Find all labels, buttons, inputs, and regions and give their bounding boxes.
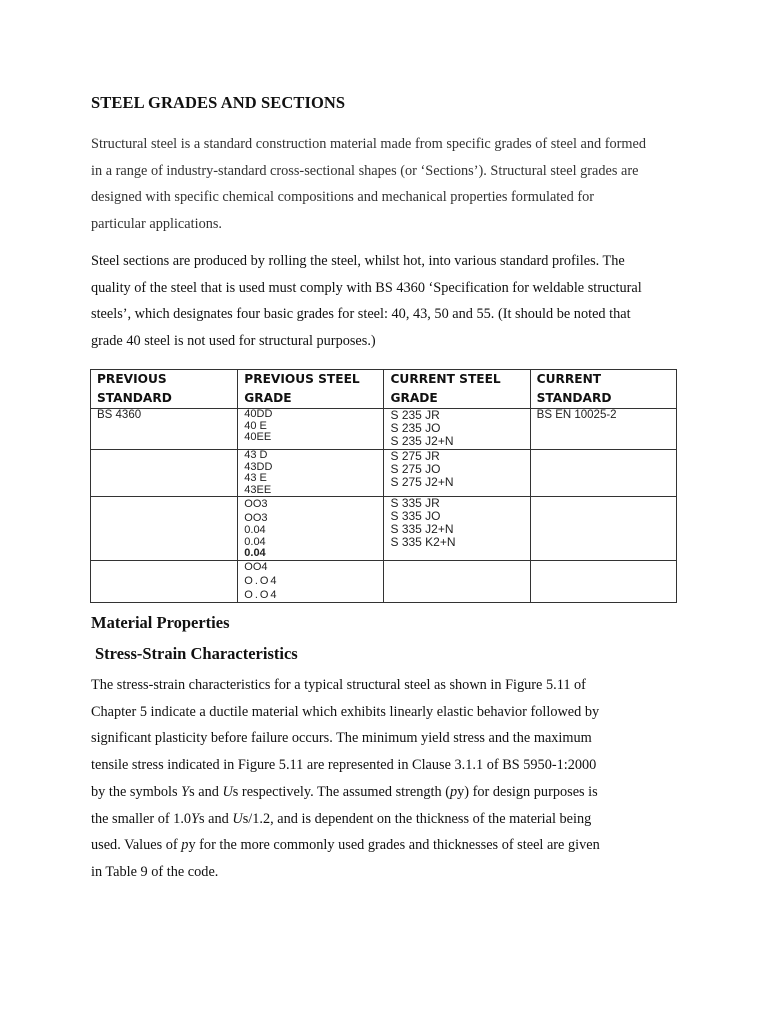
current-standard-cell (530, 409, 676, 450)
cell-value: 43DD (244, 460, 273, 473)
cell-value: 43EE (244, 483, 272, 496)
text-line (91, 832, 600, 859)
text-line: significant plasticity before failure occurs. The minimum yield stress and the maximum (91, 730, 592, 747)
cell-value: O.O4 (244, 588, 279, 601)
cell-value: OO3 (244, 512, 268, 524)
cell-value: BS EN 10025-2 (536, 409, 617, 421)
header-current-steel-grade (384, 370, 530, 409)
previous-standard-cell (91, 560, 238, 602)
current-standard-cell (530, 560, 676, 602)
intro-paragraph (91, 131, 646, 238)
symbol-py: p (181, 837, 189, 854)
header-previous-standard (91, 370, 238, 409)
cell-value: 0.04 (244, 524, 266, 536)
table-row (91, 450, 677, 497)
cell-value: OO3 (244, 498, 268, 510)
previous-grade-cell (238, 450, 384, 497)
cell-value: 43 D (244, 449, 268, 461)
section-heading-stress-strain: Stress-Strain Characteristics (95, 644, 298, 663)
text-run: s and (199, 810, 233, 827)
text-line: quality of the steel that is used must comply with BS 4360 ‘Specification for weldable structural (91, 279, 642, 296)
cell-value: S 275 J2+N (390, 475, 454, 489)
table-row (91, 560, 677, 602)
header-line: STANDARD (97, 391, 172, 405)
table-row (91, 497, 677, 561)
text-run: the smaller of 1.0 (91, 810, 192, 827)
cell-value: 0.04 (244, 547, 266, 560)
cell-value: S 335 K2+N (390, 535, 456, 549)
text-run: s/1.2, and is dependent on the thickness of the material being (242, 810, 592, 827)
cell-value: O.O4 (244, 574, 279, 587)
text-line: designed with specific chemical compositions and mechanical properties formulated for (91, 189, 595, 206)
header-line: GRADE (244, 391, 292, 405)
stress-strain-paragraph (91, 672, 600, 886)
cell-value: S 275 JO (390, 462, 441, 476)
current-grade-cell (384, 560, 530, 602)
text-run: s and (189, 783, 223, 800)
symbol-ys: Y (181, 783, 190, 800)
text-run: by the symbols (91, 783, 182, 800)
text-line: particular applications. (91, 216, 223, 233)
cell-value: 40 E (244, 419, 267, 432)
text-line: Steel sections are produced by rolling the steel, whilst hot, into various standard profiles. The (91, 253, 625, 269)
previous-grade-cell (238, 409, 384, 450)
text-line: steels’, which designates four basic grades for steel: 40, 43, 50 and 55. (It should be noted that (91, 306, 631, 323)
previous-standard-cell (91, 409, 238, 450)
section-heading-material-properties: Material Properties (91, 613, 230, 632)
current-standard-cell (530, 497, 676, 561)
previous-grade-cell (238, 560, 384, 602)
text-line: grade 40 steel is not used for structural purposes.) (91, 333, 376, 350)
table-row (91, 409, 677, 450)
cell-value: 40EE (244, 431, 272, 443)
header-line: CURRENT STEEL (390, 372, 501, 386)
current-grade-cell (384, 497, 530, 561)
text-line: in Table 9 of the code. (91, 863, 219, 880)
text-line: Structural steel is a standard construction material made from specific grades of steel and formed (91, 136, 646, 152)
current-grade-cell (384, 450, 530, 497)
current-grade-cell (384, 409, 530, 450)
cell-value: BS 4360 (97, 409, 142, 421)
cell-value: S 235 JO (390, 421, 441, 435)
header-current-standard (530, 370, 676, 409)
text-run: y for the more commonly used grades and thicknesses of steel are given (188, 837, 600, 854)
cell-value: 43 E (244, 472, 267, 484)
text-line (91, 779, 600, 806)
text-run: used. Values of (91, 837, 182, 854)
cell-value: S 335 JR (390, 496, 440, 510)
text-line: tensile stress indicated in Figure 5.11 are represented in Clause 3.1.1 of BS 5950-1:2000 (91, 757, 597, 774)
header-line: PREVIOUS STEEL (244, 372, 360, 386)
symbol-us: U (232, 810, 243, 827)
cell-value: S 335 J2+N (390, 522, 454, 536)
steel-grades-table (90, 369, 677, 603)
text-line (91, 806, 600, 833)
header-line: CURRENT STANDARD (536, 372, 612, 405)
text-line: The stress-strain characteristics for a typical structural steel as shown in Figure 5.11 of (91, 677, 586, 693)
text-line: Chapter 5 indicate a ductile material which exhibits linearly elastic behavior followed by (91, 703, 600, 720)
table-header-row (91, 370, 677, 409)
cell-value: S 235 J2+N (390, 434, 454, 448)
symbol-ys: Y (191, 810, 200, 827)
text-line: in a range of industry-standard cross-sectional shapes (or ‘Sections’). Structural steel grades are (91, 162, 639, 179)
text-run: s respectively. The assumed strength ( (232, 783, 450, 800)
header-line: PREVIOUS (97, 372, 167, 386)
cell-value: 40DD (244, 408, 273, 420)
header-line: GRADE (390, 391, 438, 405)
text-run: y) for design purposes is (457, 783, 598, 800)
current-standard-cell (530, 450, 676, 497)
previous-standard-cell (91, 497, 238, 561)
cell-value: S 275 JR (390, 449, 440, 463)
cell-value: 0.04 (244, 535, 266, 548)
cell-value: S 335 JO (390, 509, 441, 523)
header-previous-steel-grade (238, 370, 384, 409)
previous-standard-cell (91, 450, 238, 497)
page-title: STEEL GRADES AND SECTIONS (91, 93, 346, 112)
previous-grade-cell (238, 497, 384, 561)
symbol-py: p (449, 783, 458, 800)
cell-value: OO4 (244, 560, 268, 573)
cell-value: S 235 JR (390, 408, 440, 422)
sections-paragraph (91, 248, 642, 355)
symbol-us: U (222, 783, 233, 800)
